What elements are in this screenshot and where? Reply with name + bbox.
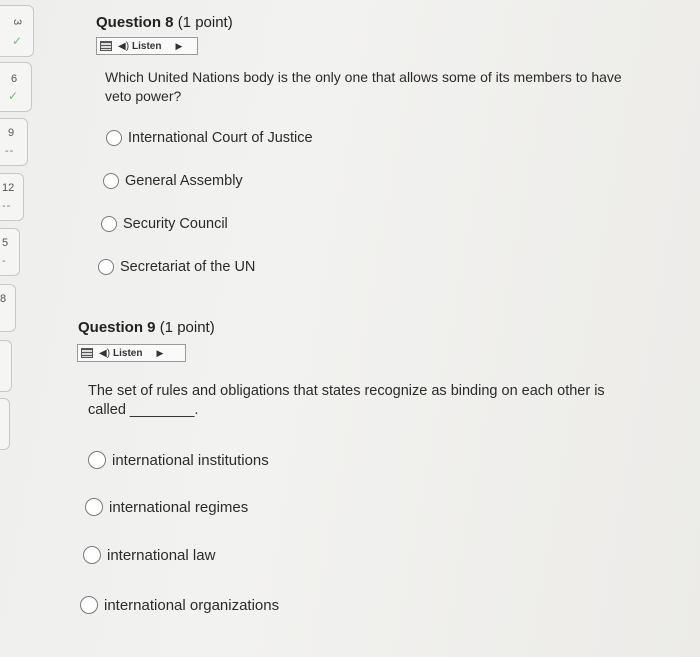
prompt-line: called ________. bbox=[88, 402, 199, 418]
q8-option-icj[interactable] bbox=[106, 130, 313, 146]
radio-button[interactable] bbox=[83, 546, 101, 564]
question-label: Question 9 bbox=[78, 319, 156, 336]
q9-option-organizations[interactable] bbox=[80, 596, 279, 614]
nav-number: 3 bbox=[11, 18, 24, 26]
menu-icon[interactable] bbox=[81, 348, 93, 358]
check-icon: ✓ bbox=[12, 34, 23, 48]
nav-item-q9[interactable] bbox=[0, 118, 28, 166]
question-9-title bbox=[78, 319, 215, 336]
unanswered-dash: -- bbox=[2, 200, 12, 212]
q8-option-security-council[interactable] bbox=[101, 216, 228, 232]
nav-item-q3[interactable] bbox=[0, 5, 34, 57]
speaker-icon: ◀) bbox=[99, 347, 111, 359]
q8-option-secretariat[interactable] bbox=[98, 259, 255, 275]
nav-number: 5 bbox=[2, 237, 9, 249]
option-label: International Court of Justice bbox=[128, 130, 313, 146]
option-label: General Assembly bbox=[125, 173, 243, 189]
radio-button[interactable] bbox=[80, 596, 98, 614]
nav-item-q15[interactable] bbox=[0, 228, 20, 276]
unanswered-dash: - bbox=[2, 255, 7, 267]
nav-item-q18[interactable] bbox=[0, 284, 16, 332]
radio-button[interactable] bbox=[103, 173, 119, 189]
q8-option-general-assembly[interactable] bbox=[103, 173, 243, 189]
speaker-icon: ◀) bbox=[118, 40, 130, 52]
play-icon[interactable]: ▶ bbox=[156, 347, 164, 358]
option-label: international institutions bbox=[112, 451, 269, 469]
nav-item-q12[interactable] bbox=[0, 173, 24, 221]
check-icon: ✓ bbox=[8, 89, 19, 103]
nav-number: 9 bbox=[8, 127, 15, 139]
nav-number: 12 bbox=[2, 182, 15, 194]
prompt-line: The set of rules and obligations that states recognize as binding on each other is bbox=[88, 383, 605, 399]
nav-number: 8 bbox=[0, 293, 7, 305]
q9-option-institutions[interactable] bbox=[88, 451, 269, 469]
option-label: Security Council bbox=[123, 216, 228, 232]
question-nav-sidebar bbox=[0, 0, 40, 657]
question-points: (1 point) bbox=[159, 319, 215, 336]
option-label: international law bbox=[107, 546, 216, 564]
q9-option-regimes[interactable] bbox=[85, 498, 248, 516]
question-8-title bbox=[96, 14, 233, 31]
nav-number: 6 bbox=[11, 73, 18, 85]
question-8-prompt bbox=[105, 68, 622, 106]
question-label: Question 8 bbox=[96, 14, 174, 31]
option-label: international regimes bbox=[109, 498, 249, 516]
radio-button[interactable] bbox=[101, 216, 117, 232]
listen-button[interactable] bbox=[77, 344, 186, 362]
prompt-line: Which United Nations body is the only one that allows some of its members to have bbox=[105, 69, 622, 85]
radio-button[interactable] bbox=[98, 259, 114, 275]
play-icon[interactable]: ▶ bbox=[175, 40, 183, 51]
nav-item[interactable] bbox=[0, 340, 12, 392]
radio-button[interactable] bbox=[88, 451, 106, 469]
question-points: (1 point) bbox=[177, 14, 233, 31]
listen-label: Listen bbox=[113, 347, 143, 359]
question-9-prompt bbox=[88, 382, 605, 420]
prompt-line: veto power? bbox=[105, 88, 182, 104]
q9-option-law[interactable] bbox=[83, 546, 215, 564]
nav-item[interactable] bbox=[0, 398, 10, 450]
listen-label: Listen bbox=[132, 40, 162, 52]
radio-button[interactable] bbox=[85, 498, 103, 516]
radio-button[interactable] bbox=[106, 130, 122, 146]
nav-item-q6[interactable] bbox=[0, 62, 32, 112]
menu-icon[interactable] bbox=[100, 41, 112, 51]
option-label: Secretariat of the UN bbox=[120, 259, 256, 275]
listen-button[interactable] bbox=[96, 37, 198, 55]
unanswered-dash: -- bbox=[5, 145, 15, 157]
option-label: international organizations bbox=[104, 596, 280, 614]
